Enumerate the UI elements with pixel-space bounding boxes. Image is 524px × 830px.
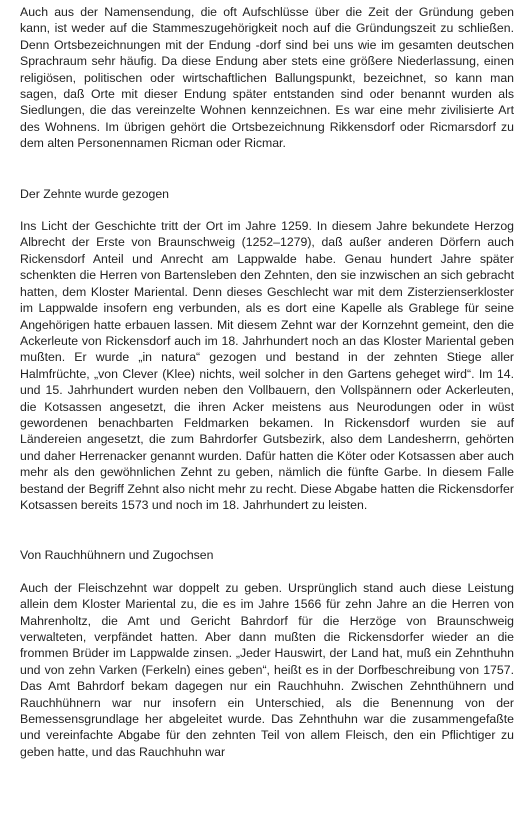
intro-paragraph: Auch aus der Namensendung, die oft Aufschlüsse über die Zeit der Gründung geben kann, ist weder auf die Stammeszugehörigkeit noch auf die Gründungszeit zu schließen. Denn Ortsbezeichnungen mit der Endung -dorf sind bei uns wie im gesamten deutschen Sprachraum sehr häufig. Da diese Endung aber stets eine größere Niederlassung, einen religiösen, politischen oder wirtschaftlichen Ballungspunkt, bezeichnet, so kann man sagen, daß Orte mit dieser Endung später entstanden sind oder benannt wurden als Siedlungen, die das vereinzelte Wohnen kennzeichnen. Es war eine mehr zivilisierte Art des Wohnens. Im übrigen gehört die Ortsbezeichnung Rikkensdorf oder Ricmarsdorf zu dem alten Personennamen Ricman oder Ricmar. [20, 5, 514, 151]
document-page [20, 4, 514, 760]
zehnte-paragraph: Ins Licht der Geschichte tritt der Ort im Jahre 1259. In diesem Jahre bekundete Herzog Albrecht der Erste von Braunschweig (1252–1279), daß außer anderen Dörfern auch Rickensdorf Anteil und Anrecht am Lappwalde habe. Genau hundert Jahre später schenkten die Herren von Bartensleben den Zehnten, den sie inzwischen an sich gebracht hatten, dem Kloster Mariental. Denn dieses Geschlecht war mit dem Zisterzienserkloster im Lappwalde insofern eng verbunden, als es dort eine Kapelle als Grablege für seine Angehörigen hatte erbauen lassen. Mit diesem Zehnt war der Kornzehnt gemeint, den die Ackerleute von Rickensdorf auch im 18. Jahrhundert noch an das Kloster Mariental geben mußten. Er wurde „in natura“ gezogen und bestand in der zehnten Stiege aller Halmfrüchte, „von Clever (Klee) nichts, weil solcher in den Gartens geheget wird“. Im 14. und 15. Jahrhundert wurden neben den Vollbauern, den Vollspännern oder Ackerleuten, die Kotsassen angesetzt, die ihren Acker meistens aus Neurodungen oder in wüst gewordenen benachbarten Feldmarken bekamen. In Rickensdorf wurden sie auf Ländereien angesetzt, die zum Bahrdorfer Gutsbezirk, also dem Landesherrn, gehörten und daher Herrenacker genannt wurden. Dafür hatten die Köter oder Kotsassen aber auch mehr als den gewöhnlichen Zehnt zu geben, nämlich die fünfte Garbe. In diesem Falle bestand der Begriff Zehnt also nicht mehr zu recht. Diese Abgabe hatten die Rickensdorfer Kotsassen bereits 1573 und noch im 18. Jahrhundert zu leisten. [20, 219, 514, 512]
section-spacer [20, 152, 514, 186]
section-spacer [20, 513, 514, 547]
heading-spacer [20, 202, 514, 218]
section-heading-zehnte: Der Zehnte wurde gezogen [20, 186, 170, 201]
section-heading-rauchhuehner: Von Rauchhühnern und Zugochsen [20, 548, 214, 563]
rauchhuehner-paragraph: Auch der Fleischzehnt war doppelt zu geben. Ursprünglich stand auch diese Leistung allein dem Kloster Mariental zu, die es im Jahre 1566 für zehn Jahre an die Herren von Mahrenholtz, die Amt und Gericht Bahrdorf für die Herzöge von Braunschweig verwalteten, verpfändet hatten. Aber dann mußten die Rickensdorfer wieder an die frommen Brüder im Lappwalde zinsen. „Jeder Hauswirt, der Land hat, muß ein Zehnthuhn und von zehn Varken (Ferkeln) eines geben“, heißt es in der Dorfbeschreibung von 1757. Das Amt Bahrdorf bekam dagegen nur ein Rauchhuhn. Zwischen Zehnthühnern und Rauchhühnern war nur insofern ein Unterschied, als die Benennung von der Bemessensgrundlage her abgeleitet wurde. Das Zehnthuhn war die zusammengefaßte und vereinfachte Abgabe für den zehnten Teil von allem Fleisch, den ein Pflichtiger zu geben hatte, und das Rauchhuhn war [20, 580, 514, 759]
heading-spacer [20, 564, 514, 580]
